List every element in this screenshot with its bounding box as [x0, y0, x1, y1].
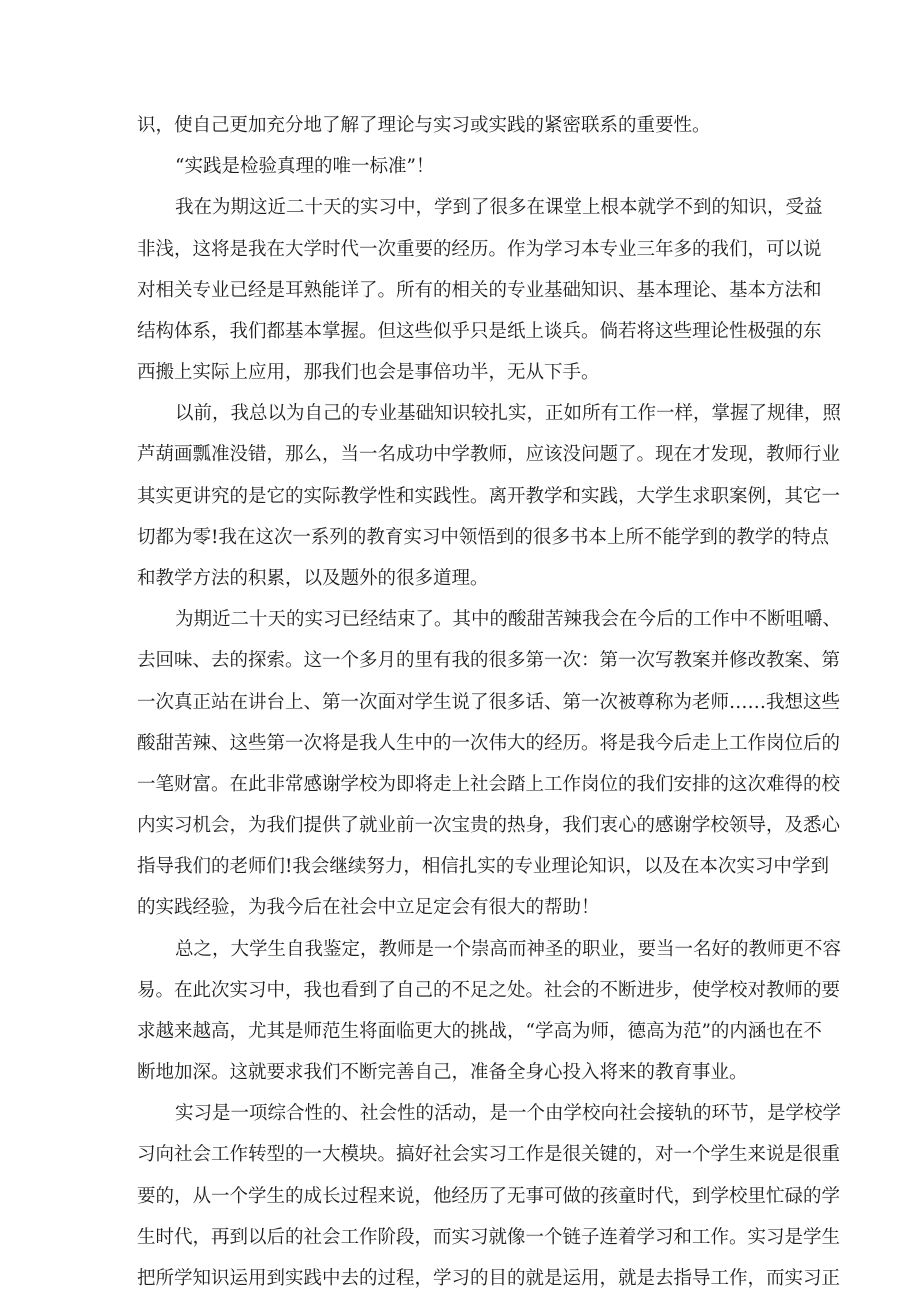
text-line: 的实践经验，为我今后在社会中立足定会有很大的帮助！ [137, 897, 600, 918]
text-line: 总之，大学生自我鉴定，教师是一个崇高而神圣的职业，要当一名好的教师更不容 [175, 939, 842, 960]
text-line: 西搬上实际上应用，那我们也会是事倍功半，无从下手。 [137, 362, 600, 383]
text-line: 把所学知识运用到实践中去的过程，学习的目的就是运用，就是去指导工作，而实习正 [137, 1268, 841, 1289]
text-line: 为期近二十天的实习已经结束了。其中的酸甜苦辣我会在今后的工作中不断咀嚼、 [175, 609, 842, 630]
text-line: 以前，我总以为自己的专业基础知识较扎实，正如所有工作一样，掌握了规律，照 [175, 403, 842, 424]
text-line: 习向社会工作转型的一大模块。搞好社会实习工作是很关键的，对一个学生来说是很重 [137, 1144, 841, 1165]
text-line: 要的，从一个学生的成长过程来说，他经历了无事可做的孩童时代，到学校里忙碌的学 [137, 1186, 841, 1207]
text-line: 一笔财富。在此非常感谢学校为即将走上社会踏上工作岗位的我们安排的这次难得的校 [137, 774, 841, 795]
text-line: 指导我们的老师们!我会继续努力，相信扎实的专业理论知识，以及在本次实习中学到 [137, 856, 829, 877]
text-line: 酸甜苦辣、这些第一次将是我人生中的一次伟大的经历。将是我今后走上工作岗位后的 [137, 733, 841, 754]
text-line: 内实习机会，为我们提供了就业前一次宝贵的热身，我们衷心的感谢学校领导，及悉心 [137, 815, 841, 836]
text-line: 芦葫画瓢准没错，那么，当一名成功中学教师，应该没问题了。现在才发现，教师行业 [137, 444, 841, 465]
text-line: 断地加深。这就要求我们不断完善自己，准备全身心投入将来的教育事业。 [137, 1062, 748, 1083]
text-line: 我在为期这近二十天的实习中，学到了很多在课堂上根本就学不到的知识，受益 [175, 197, 823, 218]
text-line: 非浅，这将是我在大学时代一次重要的经历。作为学习本专业三年多的我们，可以说 [137, 239, 822, 260]
text-line: 易。在此次实习中，我也看到了自己的不足之处。社会的不断进步，使学校对教师的要 [137, 980, 841, 1001]
text-line: 求越来越高，尤其是师范生将面临更大的挑战，“学高为师，德高为范”的内涵也在不 [137, 1021, 822, 1042]
text-line: 对相关专业已经是耳熟能详了。所有的相关的专业基础知识、基本理论、基本方法和 [137, 280, 822, 301]
text-line: 生时代，再到以后的社会工作阶段，而实习就像一个链子连着学习和工作。实习是学生 [137, 1227, 841, 1248]
text-line: 结构体系，我们都基本掌握。但这些似乎只是纸上谈兵。倘若将这些理论性极强的东 [137, 321, 822, 342]
text-line: “实践是检验真理的唯一标准”！ [175, 156, 435, 177]
text-line: 一次真正站在讲台上、第一次面对学生说了很多话、第一次被尊称为老师……我想这些 [137, 692, 841, 713]
text-line: 其实更讲究的是它的实际教学性和实践性。离开教学和实践，大学生求职案例，其它一 [137, 486, 841, 507]
text-line: 识，使自己更加充分地了解了理论与实习或实践的紧密联系的重要性。 [137, 115, 711, 136]
text-line: 切都为零!我在这次一系列的教育实习中领悟到的很多书本上所不能学到的教学的特点 [137, 527, 829, 548]
text-line: 去回味、去的探索。这一个多月的里有我的很多第一次：第一次写教案并修改教案、第 [137, 650, 841, 671]
text-line: 和教学方法的积累，以及题外的很多道理。 [137, 568, 489, 589]
text-line: 实习是一项综合性的、社会性的活动，是一个由学校向社会接轨的环节，是学校学 [175, 1103, 842, 1124]
